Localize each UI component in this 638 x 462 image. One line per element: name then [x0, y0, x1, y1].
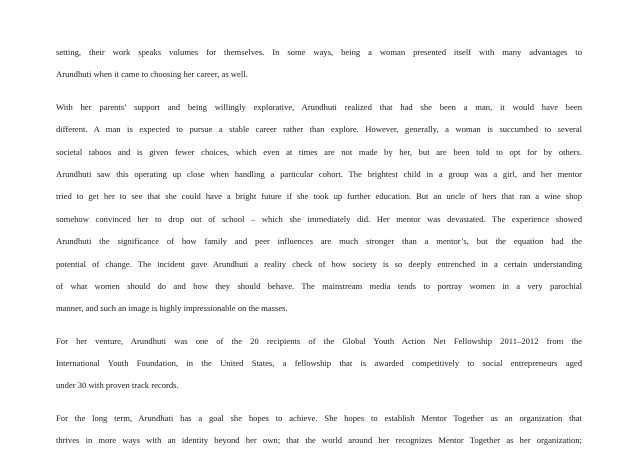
- text-line: different. A man is expected to pursue a stable career rather than explore. However, generally, a woman is succumbed to several: [56, 124, 582, 135]
- paragraph-3: [56, 330, 582, 397]
- text-line: under 30 with proven track records.: [56, 380, 179, 391]
- text-line: somehow convinced her to drop out of school – which she immediately did. Her mentor was devastated. The experience showed: [56, 213, 582, 224]
- text-line: tried to get her to see that she could have a bright future if she took up further education. But an uncle of hers that ran a wine shop: [56, 191, 582, 202]
- text-line: thrives in more ways with an identity beyond her own; that the world around her recognizes Mentor Together as her organization;: [56, 435, 582, 446]
- text-line: With her parents’ support and being willingly explorative, Arundhuti realized that had she been a man, it would have been: [56, 101, 582, 112]
- text-line: Arundhuti when it came to choosing her career, as well.: [56, 69, 248, 80]
- text-line: International Youth Foundation, in the United States, a fellowship that is awarded competitively to social entrepreneurs aged: [56, 358, 582, 369]
- paragraph-2: [56, 96, 582, 320]
- body-text: [56, 41, 582, 462]
- text-line: For the long term, Arundhati has a goal she hopes to achieve. She hopes to establish Mentor Together as an organization that: [56, 412, 582, 423]
- text-line: Arundhuti the significance of how family and peer influences are much stronger than a mentor’s, but the equation had the: [56, 236, 582, 247]
- text-line: manner, and such an image is highly impressionable on the masses.: [56, 303, 288, 314]
- text-line: of what women should do and how they should behave. The mainstream media tends to portray women in a very parochial: [56, 280, 582, 291]
- text-line: setting, their work speaks volumes for themselves. In some ways, being a woman presented itself with many advantages to: [56, 47, 582, 57]
- text-line: For her venture, Arundhuti was one of the 20 recipients of the Global Youth Action Net Fellowship 2011–2012 from the: [56, 335, 582, 346]
- paragraph-4: [56, 407, 582, 452]
- text-line: societal taboos and is given fewer choices, which even at times are not made by her, but are been told to opt for by others.: [56, 146, 582, 157]
- text-line: Arundhuti saw this operating up close when handling a particular cohort. The brightest child in a group was a girl, and her mentor: [56, 168, 582, 179]
- text-line: potential of change. The incident gave Arundhuti a reality check of how society is so deeply entrenched in a certain understanding: [56, 258, 582, 269]
- paragraph-1: [56, 41, 582, 86]
